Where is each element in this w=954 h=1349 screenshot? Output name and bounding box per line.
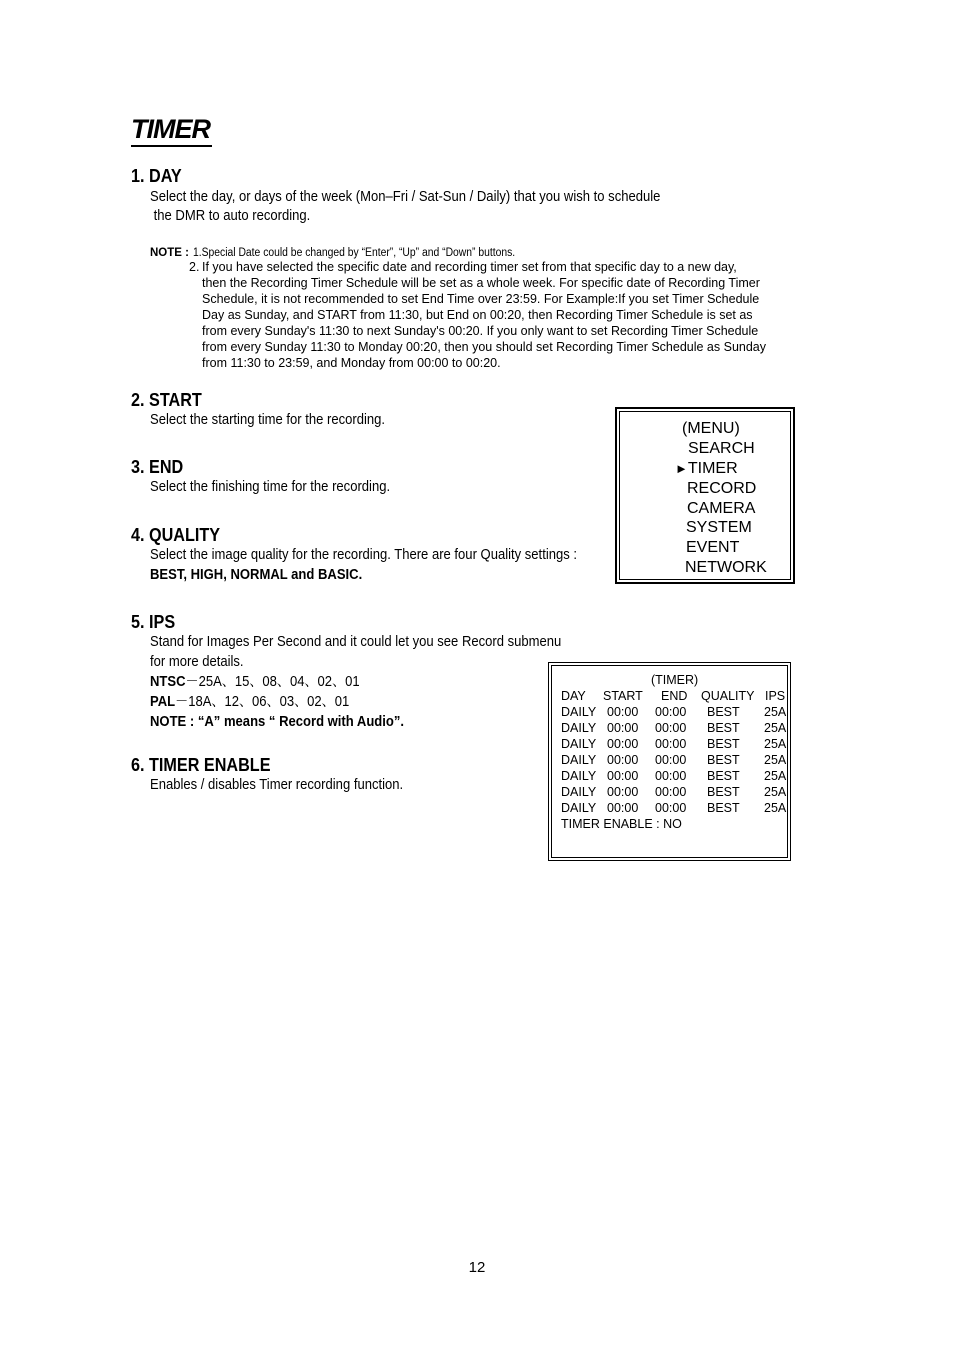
ntsc-label: NTSC [150,674,186,690]
row-ips: 25A [764,721,787,735]
row-end: 00:00 [655,737,687,751]
selection-arrow-icon: ► [675,461,688,476]
row-ips: 25A [764,785,787,799]
row-day: DAILY [561,753,597,767]
ips-ntsc [150,673,360,692]
row-ips: 25A [764,753,787,767]
menu-title: (MENU) [682,420,740,437]
menu-inner-frame [619,411,791,580]
header-day: DAY [561,689,586,703]
row-quality: BEST [707,737,740,751]
timer-table-title: (TIMER) [651,673,699,687]
page-title: TIMER [131,113,212,147]
timer-enable-heading: 6. TIMER ENABLE [131,755,271,775]
menu-item-event[interactable]: EVENT [686,539,740,556]
menu-item-camera[interactable]: CAMERA [687,500,756,517]
row-quality: BEST [707,785,740,799]
timer-enable-text: Enables / disables Timer recording function. [150,777,404,793]
end-heading: 3. END [131,457,184,477]
note-line: then the Recording Timer Schedule will be set as a whole week. For specific date of Recording Timer [202,276,760,290]
row-ips: 25A [764,769,787,783]
note-item-2-text [202,259,766,371]
quality-text: Select the image quality for the recording. There are four Quality settings : [150,547,578,563]
quality-options: BEST, HIGH, NORMAL and BASIC. [150,567,363,583]
page-number: 12 [468,1259,486,1276]
ips-text-line1: Stand for Images Per Second and it could let you see Record submenu [150,634,562,650]
row-start: 00:00 [607,737,639,751]
menu-item-record[interactable]: RECORD [687,480,757,497]
row-ips: 25A [764,801,787,815]
note-item-2-number: 2. [189,260,200,274]
row-end: 00:00 [655,753,687,767]
timer-enable-status[interactable]: TIMER ENABLE : NO [561,817,682,831]
row-start: 00:00 [607,769,639,783]
menu-item-system[interactable]: SYSTEM [686,519,752,536]
row-start: 00:00 [607,801,639,815]
row-end: 00:00 [655,705,687,719]
quality-heading: 4. QUALITY [131,525,221,545]
note-line: If you have selected the specific date and recording timer set from that specific day to a new day, [202,260,737,274]
menu-item-network[interactable]: NETWORK [685,559,767,576]
start-heading: 2. START [131,390,202,410]
row-ips: 25A [764,705,787,719]
row-day: DAILY [561,737,597,751]
start-text: Select the starting time for the recording. [150,412,386,428]
ips-text-line2: for more details. [150,654,244,670]
end-text: Select the finishing time for the recording. [150,479,391,495]
row-end: 00:00 [655,769,687,783]
row-day: DAILY [561,801,597,815]
note-line: Day as Sunday, and START from 11:30, but End on 00:20, then Recording Timer Schedule is set as [202,308,753,322]
note-line: from 11:30 to 23:59, and Monday from 00:00 to 00:20. [202,356,501,370]
row-end: 00:00 [655,801,687,815]
row-end: 00:00 [655,785,687,799]
row-start: 00:00 [607,721,639,735]
row-day: DAILY [561,705,597,719]
pal-values: －18A、12、06、03、02、01 [175,694,350,710]
row-start: 00:00 [607,753,639,767]
row-start: 00:00 [607,705,639,719]
ntsc-values: －25A、15、08、04、02、01 [185,674,360,690]
row-quality: BEST [707,705,740,719]
menu-item-label: TIMER [687,460,738,477]
pal-label: PAL [150,694,176,710]
row-quality: BEST [707,721,740,735]
header-start: START [603,689,643,703]
header-ips: IPS [765,689,786,703]
header-end: END [661,689,688,703]
ips-pal [150,693,349,712]
menu-screen [615,407,795,584]
note-label: NOTE : [150,247,189,259]
row-quality: BEST [707,801,740,815]
note-line: Schedule, it is not recommended to set End Time over 23:59. For Example:If you set Timer Schedule [202,292,760,306]
ips-note: NOTE : “A” means “ Record with Audio”. [150,714,405,730]
note-item-1: 1.Special Date could be changed by “Enter”, “Up” and “Down” buttons. [193,247,516,259]
ips-heading: 5. IPS [131,612,176,632]
day-text-line2: the DMR to auto recording. [150,208,311,224]
row-quality: BEST [707,769,740,783]
menu-item-search[interactable]: SEARCH [688,440,755,457]
timer-screen [548,662,791,861]
note-line: from every Sunday's 11:30 to next Sunday's 00:20. If you only want to set Recording Timer Schedule [202,324,759,338]
day-text-line1: Select the day, or days of the week (Mon–Fri / Sat-Sun / Daily) that you wish to schedule [150,189,661,205]
row-ips: 25A [764,737,787,751]
row-quality: BEST [707,753,740,767]
row-day: DAILY [561,785,597,799]
row-day: DAILY [561,769,597,783]
row-start: 00:00 [607,785,639,799]
day-heading: 1. DAY [131,166,182,186]
timer-inner-frame [551,665,788,858]
note-line: from every Sunday 11:30 to Monday 00:20, then you should set Recording Timer Schedule as Sunday [202,340,766,354]
header-quality: QUALITY [701,689,755,703]
menu-item-timer[interactable] [675,459,738,479]
row-day: DAILY [561,721,597,735]
row-end: 00:00 [655,721,687,735]
